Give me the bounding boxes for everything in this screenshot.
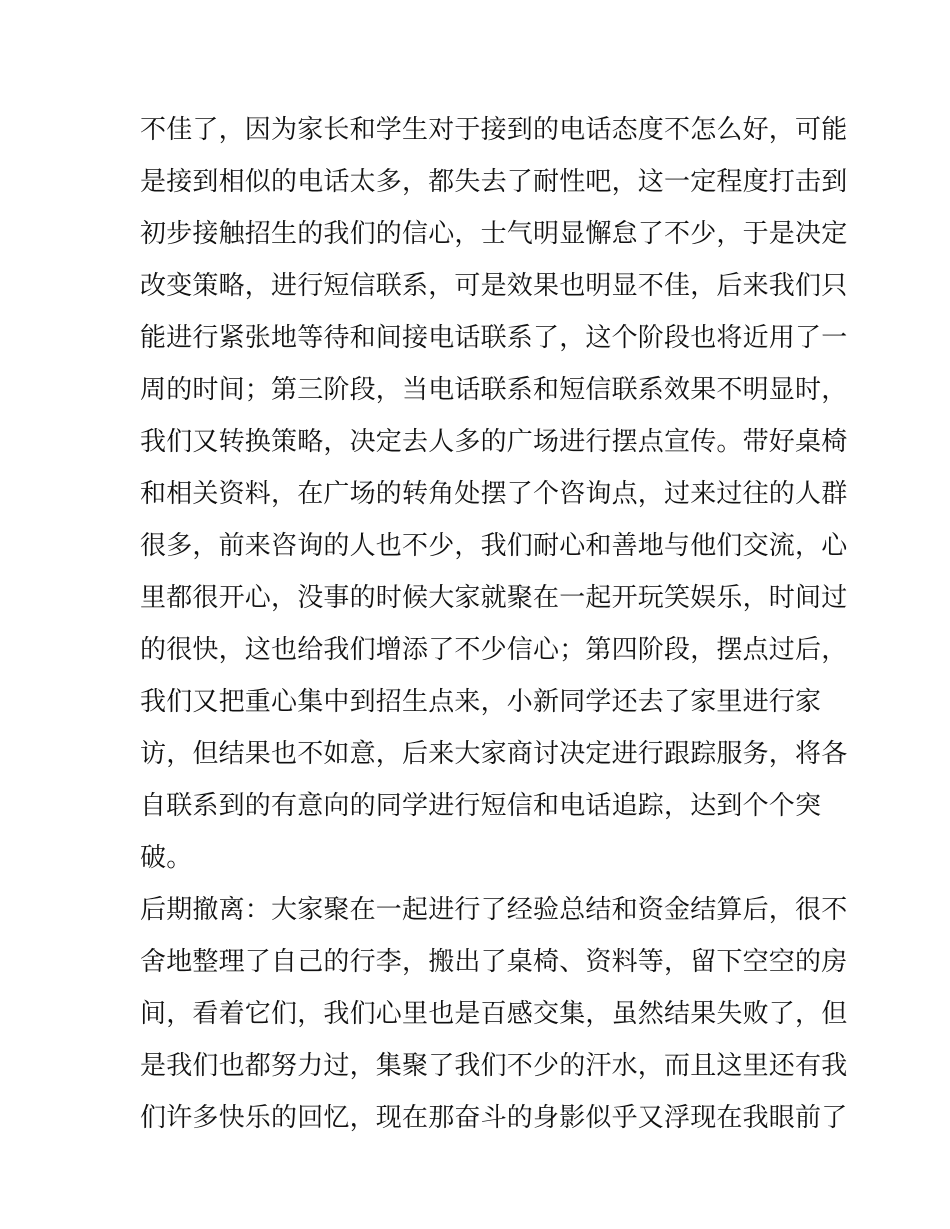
text-line: 很多，前来咨询的人也不少，我们耐心和善地与他们交流，心 (140, 531, 848, 561)
text-line: 不佳了，因为家长和学生对于接到的电话态度不怎么好，可能 (140, 115, 848, 145)
text-line: 间，看着它们，我们心里也是百感交集，虽然结果失败了，但 (140, 999, 848, 1029)
text-line: 是接到相似的电话太多，都失去了耐性吧，这一定程度打击到 (140, 167, 848, 197)
text-line: 里都很开心，没事的时候大家就聚在一起开玩笑娱乐，时间过 (140, 583, 848, 613)
text-line: 初步接触招生的我们的信心，士气明显懈怠了不少，于是决定 (140, 219, 848, 249)
text-line: 能进行紧张地等待和间接电话联系了，这个阶段也将近用了一 (140, 323, 848, 353)
text-line: 的很快，这也给我们增添了不少信心；第四阶段，摆点过后， (140, 635, 848, 665)
text-line: 我们又转换策略，决定去人多的广场进行摆点宣传。带好桌椅 (140, 427, 848, 457)
text-line: 访，但结果也不如意，后来大家商讨决定进行跟踪服务，将各 (140, 739, 848, 769)
text-line: 是我们也都努力过，集聚了我们不少的汗水，而且这里还有我 (140, 1051, 848, 1081)
text-line: 我们又把重心集中到招生点来，小新同学还去了家里进行家 (140, 687, 822, 717)
text-line: 自联系到的有意向的同学进行短信和电话追踪，达到个个突 (140, 791, 822, 821)
text-line: 们许多快乐的回忆，现在那奋斗的身影似乎又浮现在我眼前了 (140, 1103, 848, 1133)
body-text (140, 104, 848, 1144)
text-line: 改变策略，进行短信联系，可是效果也明显不佳，后来我们只 (140, 271, 848, 301)
text-line: 破。 (140, 843, 193, 873)
text-line: 舍地整理了自己的行李，搬出了桌椅、资料等，留下空空的房 (140, 947, 848, 977)
text-line: 周的时间；第三阶段，当电话联系和短信联系效果不明显时， (140, 375, 848, 405)
text-line: 和相关资料，在广场的转角处摆了个咨询点，过来过往的人群 (140, 479, 848, 509)
text-line: 后期撤离：大家聚在一起进行了经验总结和资金结算后，很不 (140, 895, 848, 925)
